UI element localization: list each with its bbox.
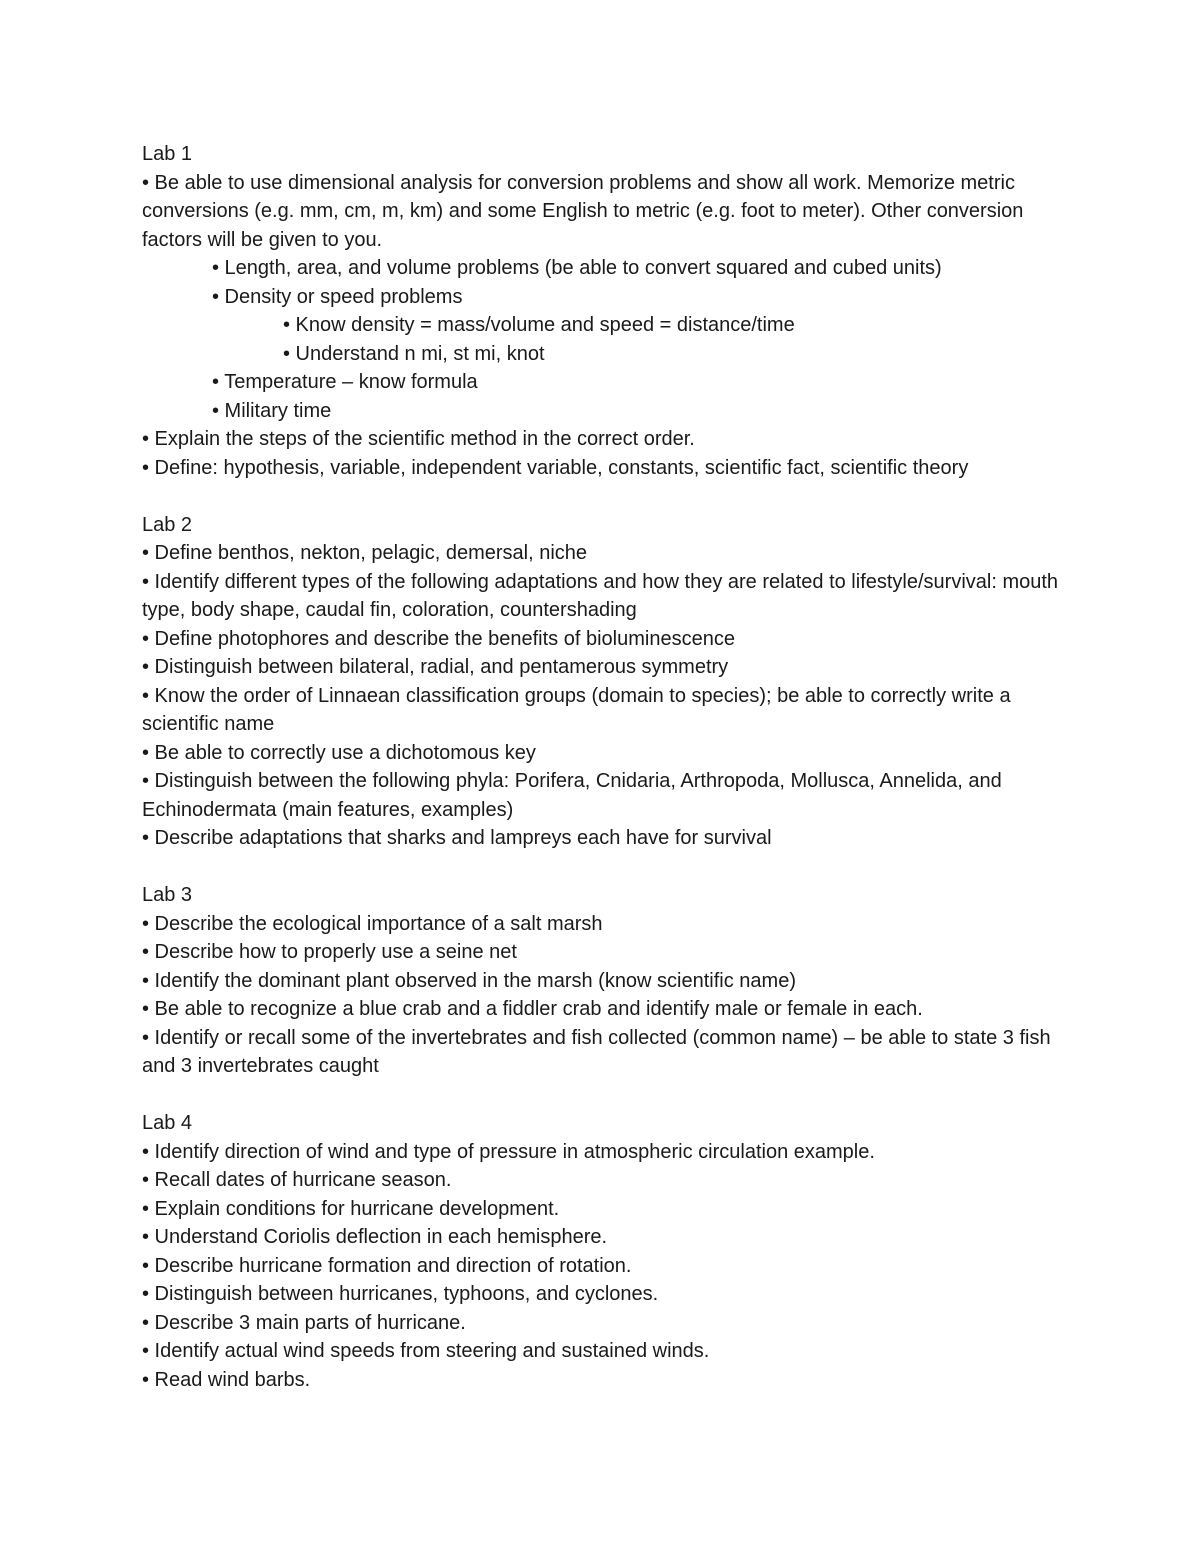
section-lab-4 — [142, 1109, 1072, 1394]
list-item: • Distinguish between the following phyla: Porifera, Cnidaria, Arthropoda, Mollusca, Annelida, and Echinodermata (main features, examples) — [142, 770, 1002, 821]
section-title: Lab 2 — [142, 513, 193, 536]
list-item: • Be able to recognize a blue crab and a fiddler crab and identify male or female in each. — [142, 998, 923, 1020]
list-item: • Be able to correctly use a dichotomous key — [142, 741, 536, 764]
section-lab-3 — [142, 881, 1072, 1081]
list-item: • Density or speed problems — [212, 285, 463, 308]
list-item: • Temperature – know formula — [212, 371, 478, 393]
list-item: • Know density = mass/volume and speed = distance/time — [283, 314, 795, 336]
list-item: • Identify the dominant plant observed in the marsh (know scientific name) — [142, 969, 796, 992]
list-item: • Understand Coriolis deflection in each hemisphere. — [142, 1226, 608, 1248]
list-item: • Define photophores and describe the benefits of bioluminescence — [142, 627, 735, 650]
list-item: • Explain conditions for hurricane development. — [142, 1197, 560, 1220]
list-item: • Be able to use dimensional analysis for conversion problems and show all work. Memorize metric conversions (e.g. mm, cm, m, km) and some English to metric (e.g. foot to meter). Other conversion factors will be given to you. — [142, 171, 1024, 251]
list-item: • Recall dates of hurricane season. — [142, 1169, 452, 1191]
list-item: • Identify direction of wind and type of pressure in atmospheric circulation example. — [142, 1140, 875, 1163]
list-item: • Length, area, and volume problems (be able to convert squared and cubed units) — [212, 257, 942, 279]
list-item: • Identify or recall some of the invertebrates and fish collected (common name) – be able to state 3 fish and 3 invertebrates caught — [142, 1026, 1051, 1077]
list-item: • Understand n mi, st mi, knot — [283, 342, 545, 365]
document-content — [142, 140, 1072, 1423]
list-item: • Describe the ecological importance of a salt marsh — [142, 912, 603, 935]
list-item: • Identify actual wind speeds from steering and sustained winds. — [142, 1340, 710, 1362]
list-item: • Explain the steps of the scientific method in the correct order. — [142, 428, 695, 450]
list-item: • Know the order of Linnaean classification groups (domain to species); be able to correctly write a scientific name — [142, 684, 1011, 735]
list-item: • Define: hypothesis, variable, independent variable, constants, scientific fact, scientific theory — [142, 456, 969, 479]
list-item: • Describe how to properly use a seine net — [142, 941, 517, 963]
section-lab-1 — [142, 140, 1072, 482]
list-item: • Distinguish between hurricanes, typhoons, and cyclones. — [142, 1283, 659, 1305]
section-title: Lab 3 — [142, 884, 193, 906]
section-lab-2 — [142, 511, 1072, 853]
section-title: Lab 1 — [142, 143, 193, 165]
list-item: • Identify different types of the following adaptations and how they are related to lifestyle/survival: mouth type, body shape, caudal fin, coloration, countershading — [142, 570, 1059, 621]
list-item: • Distinguish between bilateral, radial, and pentamerous symmetry — [142, 656, 729, 678]
list-item: • Describe 3 main parts of hurricane. — [142, 1311, 466, 1334]
list-item: • Describe adaptations that sharks and lampreys each have for survival — [142, 827, 772, 849]
list-item: • Define benthos, nekton, pelagic, demersal, niche — [142, 542, 588, 564]
list-item: • Read wind barbs. — [142, 1368, 311, 1391]
section-title: Lab 4 — [142, 1112, 193, 1134]
list-item: • Describe hurricane formation and direction of rotation. — [142, 1254, 632, 1277]
list-item: • Military time — [212, 399, 332, 422]
